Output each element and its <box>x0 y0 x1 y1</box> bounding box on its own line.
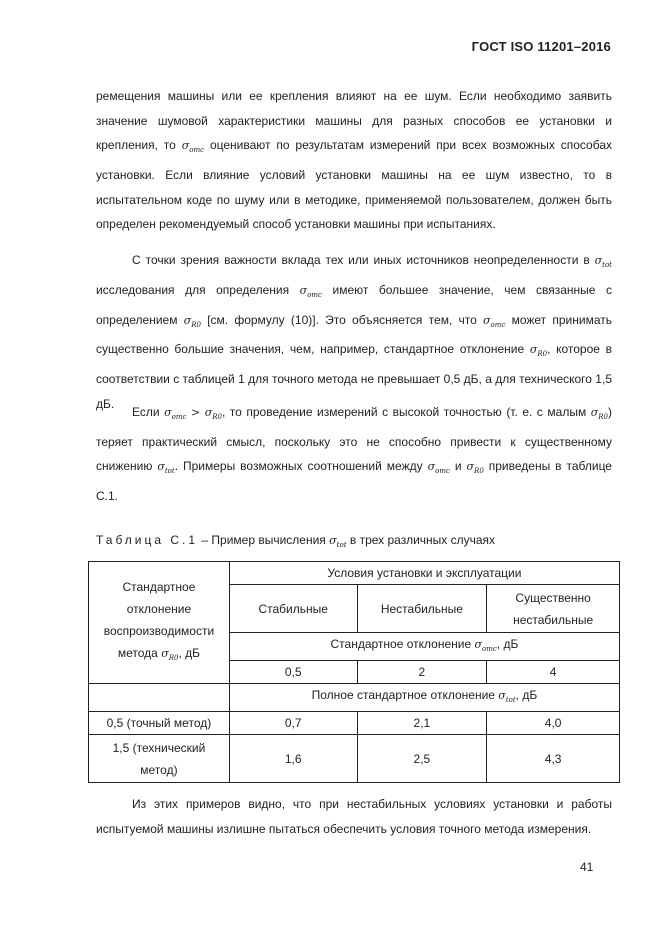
sigma-r0-symbol: $\sigma_{R0}$ <box>161 647 179 663</box>
std-dev-unit: , дБ <box>496 637 519 651</box>
para2-text-4: [см. формулу (10)]. Это объясняется тем, что <box>207 312 477 327</box>
omc-value-very-unstable: 4 <box>487 661 620 684</box>
document-code: ГОСТ ISO 11201–2016 <box>471 39 611 54</box>
table-cell: 2,1 <box>357 712 487 735</box>
table-caption-text: – Пример вычисления <box>201 533 326 547</box>
total-std-dev-header <box>229 684 619 712</box>
sigma-omc-symbol: $\sigma_{omc}$ <box>181 139 205 155</box>
method-precise: 0,5 (точный метод) <box>89 712 230 735</box>
omc-value-unstable: 2 <box>357 661 487 684</box>
sigma-r0-symbol: $\sigma_{R0}$ <box>204 406 222 422</box>
table-row <box>89 712 620 735</box>
sigma-omc-symbol: $\sigma_{omc}$ <box>483 313 506 329</box>
reproducibility-header: Стандартное отклонение воспроизводимости метода <box>103 580 215 660</box>
para3-text-2: , то проведение измерений с высокой точностью (т. е. с малым <box>221 405 587 419</box>
sigma-r0-symbol: $\sigma_{R0}$ <box>590 406 608 422</box>
para2-text-5: может принимать существенно большие значения, чем, например, стандартное отклонение <box>96 312 612 357</box>
sigma-omc-symbol: $\sigma_{omc}$ <box>427 460 450 476</box>
para2-text-1: С точки зрения важности вклада тех или иных источников неопределенности в <box>132 253 590 267</box>
sigma-tot-symbol: $\sigma_{tot}$ <box>157 460 175 476</box>
reproducibility-header-cell <box>89 562 230 684</box>
para3-text-4: . Примеры возможных соотношений между <box>174 459 423 474</box>
greater-than-symbol: > <box>190 406 201 419</box>
std-dev-label: Стандартное отклонение <box>330 637 472 651</box>
sigma-omc-symbol: $\sigma_{omc}$ <box>299 283 322 299</box>
table-c1 <box>88 561 620 783</box>
table-cell: 0,7 <box>229 712 357 735</box>
para1-text-2: оценивают по результатам измерений при всех возможных способах установки. Если влияние условий установки машины на ее шум известно, то в испытательном коде по шуму или в методике, применяемой пользователем, должен быть определен рекомендуемый способ установки машины при испытаниях. <box>96 138 613 232</box>
sigma-r0-symbol: $\sigma_{R0}$ <box>183 313 201 329</box>
omc-value-stable: 0,5 <box>229 661 357 684</box>
total-std-dev-label: Полное стандартное отклонение <box>311 688 495 703</box>
para1-text-1: ремещения машины или ее крепления влияют на ее шум. Если необходимо заявить значение шумовой характеристики машины для разных способов ее установки и крепления, то <box>96 89 612 153</box>
total-std-dev-unit: , дБ <box>515 688 538 703</box>
method-technical: 1,5 (технический метод) <box>89 735 230 783</box>
table-row <box>89 735 620 783</box>
reproducibility-unit: , дБ <box>178 646 200 660</box>
para2-text-6: , которое в соответствии с таблицей 1 для точного метода не превышает 0,5 дБ, а для технического 1,5 дБ. <box>96 342 612 411</box>
paragraph-2 <box>96 248 612 416</box>
sigma-tot-symbol: $\sigma_{tot}$ <box>498 689 516 705</box>
blank-cell <box>89 684 230 712</box>
para2-text-2: исследования для определения <box>96 282 290 297</box>
sigma-tot-symbol: $\sigma_{tot}$ <box>594 254 612 270</box>
para3-text-3: ) теряет практический смысл, поскольку это не способно привести к существенному снижению <box>96 405 612 474</box>
para3-text-6: приведены в таблице С.1. <box>96 459 612 504</box>
table-cell: 2,5 <box>357 735 487 783</box>
table-cell: 4,3 <box>487 735 620 783</box>
condition-stable: Стабильные <box>229 585 357 633</box>
condition-unstable: Нестабильные <box>357 585 487 633</box>
paragraph-4: Из этих примеров видно, что при нестабильных условиях установки и работы испытуемой машины излишне пытаться обеспечить условия точного метода измерения. <box>96 797 612 836</box>
para2-text-3: имеют большее значение, чем связанные с определением <box>96 282 612 327</box>
table-cell: 1,6 <box>229 735 357 783</box>
sigma-r0-symbol: $\sigma_{R0}$ <box>529 343 548 359</box>
para3-text-5: и <box>454 459 462 474</box>
table-cell: 4,0 <box>487 712 620 735</box>
table-caption-label: Таблица С.1 <box>96 533 199 547</box>
paragraph-1 <box>96 84 612 237</box>
sigma-omc-symbol: $\sigma_{omc}$ <box>474 638 497 654</box>
conditions-header: Условия установки и эксплуатации <box>229 562 619 585</box>
table-caption <box>96 533 495 549</box>
sigma-tot-symbol: $\sigma_{tot}$ <box>329 534 347 550</box>
std-dev-omc-header <box>229 633 619 661</box>
sigma-r0-symbol: $\sigma_{R0}$ <box>466 460 484 476</box>
page-number: 41 <box>580 860 594 874</box>
sigma-omc-symbol: $\sigma_{omc}$ <box>164 406 187 422</box>
paragraph-3 <box>96 400 612 509</box>
condition-very-unstable: Существенно нестабильные <box>487 585 620 633</box>
para3-text-1: Если <box>132 405 160 419</box>
table-caption-text-2: в трех различных случаях <box>349 533 496 547</box>
